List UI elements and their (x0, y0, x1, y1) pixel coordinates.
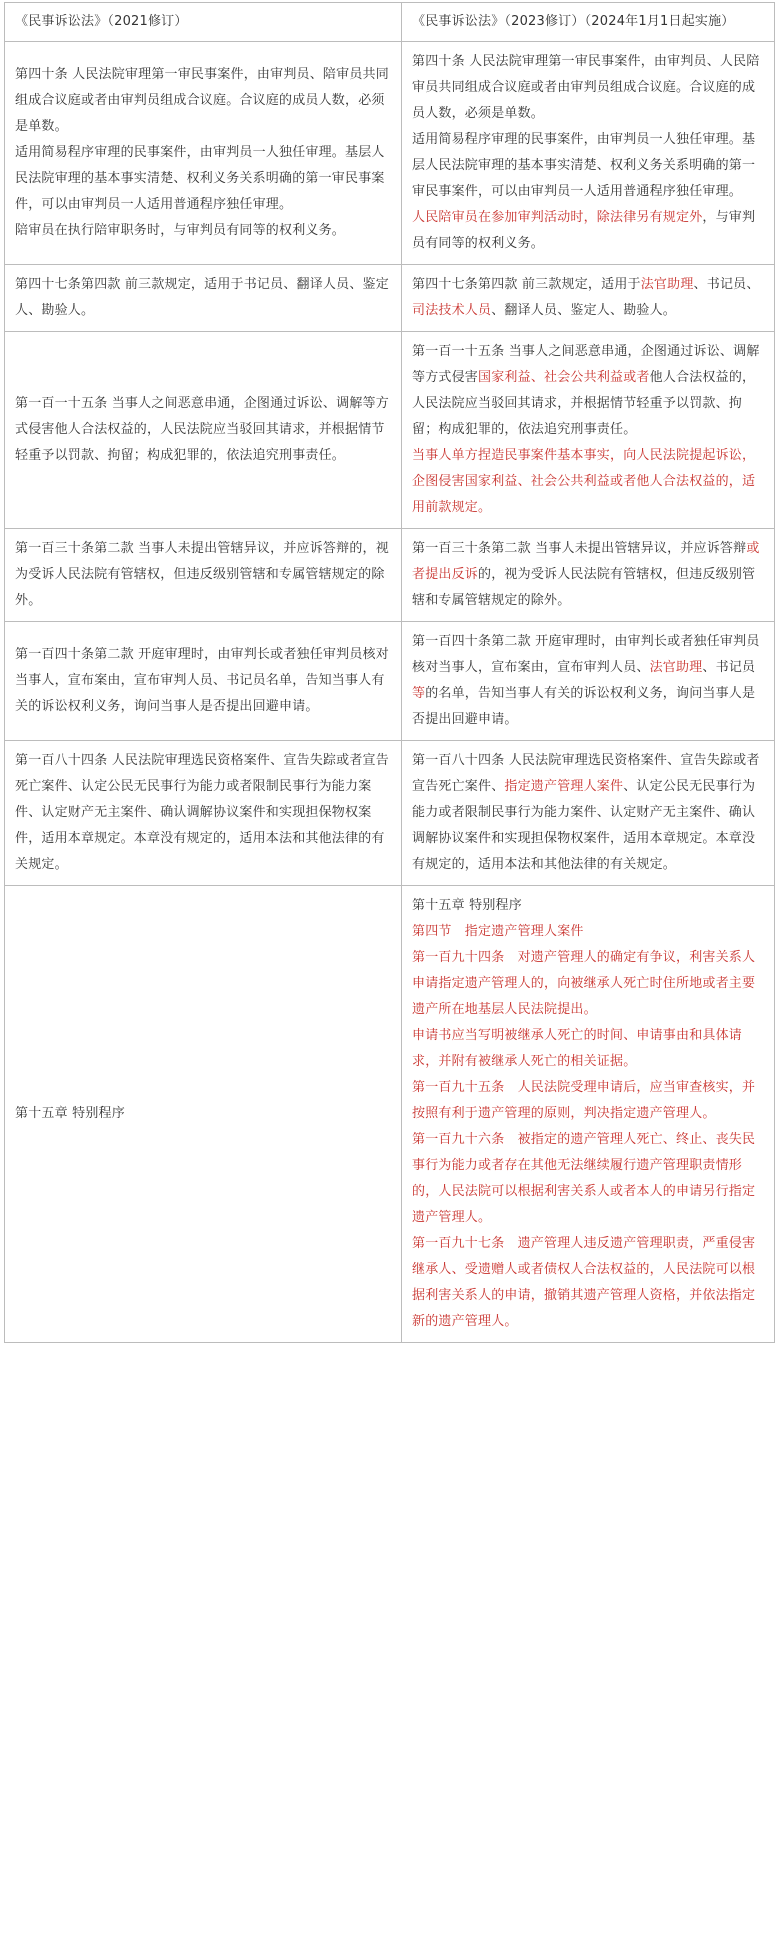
text-segment: 第一百一十五条 当事人之间恶意串通，企图通过诉讼、调解等方式侵害他人合法权益的，人民法院应当驳回其请求，并根据情节轻重予以罚款、拘留；构成犯罪的，依法追究刑事责任。 (15, 396, 389, 463)
text-segment: 第一百四十条第二款 开庭审理时，由审判长或者独任审判员核对当事人，宣布案由，宣布审判人员、书记员名单，告知当事人有关的诉讼权利义务，询问当事人是否提出回避申请。 (15, 647, 389, 714)
row-article-115 (5, 332, 775, 529)
row-article-140 (5, 622, 775, 741)
text-segment: 第一百一十五条 当事人之间恶意串通，企图通过诉讼、调解等方式侵害 (412, 344, 760, 385)
text-segment: 、书记员 (702, 660, 756, 675)
paragraph (15, 140, 391, 218)
amended-text: 法官助理 (640, 277, 694, 292)
right-cell (402, 529, 775, 622)
amended-text: 法官助理 (649, 660, 703, 675)
amended-text: 指定遗产管理人案件 (504, 779, 624, 794)
paragraph (15, 642, 391, 720)
amended-text: 第一百九十五条 人民法院受理申请后，应当审查核实，并按照有利于遗产管理的原则，判决指定遗产管理人。 (412, 1080, 756, 1121)
text-segment: 第四十条 人民法院审理第一审民事案件，由审判员、陪审员共同组成合议庭或者由审判员组成合议庭。合议庭的成员人数，必须是单数。 (15, 67, 389, 134)
paragraph (412, 127, 764, 205)
text-segment: 第四十七条第四款 前三款规定，适用于书记员、翻译人员、鉴定人、勘验人。 (15, 277, 389, 318)
left-cell (5, 265, 402, 332)
row-article-47 (5, 265, 775, 332)
amended-text: 国家利益、社会公共利益或者 (478, 370, 650, 385)
paragraph (412, 1075, 764, 1127)
row-article-40 (5, 42, 775, 265)
right-cell (402, 741, 775, 886)
header-row (5, 3, 775, 42)
text-segment: 第一百三十条第二款 当事人未提出管辖异议，并应诉答辩 (412, 541, 747, 556)
left-cell (5, 42, 402, 265)
header-left-cell: 《民事诉讼法》（2021修订） (5, 3, 402, 42)
table-body (5, 3, 775, 1343)
paragraph (15, 62, 391, 140)
right-cell (402, 42, 775, 265)
paragraph (412, 205, 764, 257)
paragraph (412, 945, 764, 1023)
law-comparison-table (4, 2, 775, 1343)
header-right-cell: 《民事诉讼法》（2023修订）（2024年1月1日起实施） (402, 3, 775, 42)
paragraph (412, 893, 764, 919)
text-segment: 第十五章 特别程序 (15, 1106, 125, 1121)
amended-text: 第一百九十七条 遗产管理人违反遗产管理职责，严重侵害继承人、受遗赠人或者债权人合法权益的，人民法院可以根据利害关系人的申请，撤销其遗产管理人资格，并依法指定新的遗产管理人。 (412, 1236, 756, 1329)
paragraph (412, 1231, 764, 1335)
paragraph (412, 49, 764, 127)
amended-text: 申请书应当写明被继承人死亡的时间、申请事由和具体请求，并附有被继承人死亡的相关证据。 (412, 1028, 743, 1069)
right-cell (402, 886, 775, 1343)
amended-text: 第一百九十四条 对遗产管理人的确定有争议，利害关系人申请指定遗产管理人的，向被继承人死亡时住所地或者主要遗产所在地基层人民法院提出。 (412, 950, 756, 1017)
right-cell (402, 332, 775, 529)
text-segment: ，与审判员有同等的权利义务。 (412, 210, 756, 251)
row-chapter-15 (5, 886, 775, 1343)
text-segment: 陪审员在执行陪审职务时，与审判员有同等的权利义务。 (15, 223, 346, 238)
row-article-184 (5, 741, 775, 886)
text-segment: 第一百八十四条 人民法院审理选民资格案件、宣告失踪或者宣告死亡案件、认定公民无民事行为能力或者限制民事行为能力案件、认定财产无主案件、确认调解协议案件和实现担保物权案件，适用本章规定。本章没有规定的，适用本法和其他法律的有关规定。 (15, 753, 389, 872)
right-cell (402, 265, 775, 332)
paragraph (15, 391, 391, 469)
paragraph (15, 272, 391, 324)
paragraph (412, 536, 764, 614)
paragraph (412, 339, 764, 443)
left-cell (5, 741, 402, 886)
paragraph (412, 748, 764, 878)
left-cell (5, 332, 402, 529)
paragraph (15, 748, 391, 878)
amended-text: 人民陪审员在参加审判活动时，除法律另有规定外 (412, 210, 703, 225)
text-segment: 、翻译人员、鉴定人、勘验人。 (491, 303, 677, 318)
paragraph (412, 1023, 764, 1075)
text-segment: 的名单，告知当事人有关的诉讼权利义务，询问当事人是否提出回避申请。 (412, 686, 756, 727)
text-segment: 、认定公民无民事行为能力或者限制民事行为能力案件、认定财产无主案件、确认调解协议案件和实现担保物权案件，适用本章规定。本章没有规定的，适用本法和其他法律的有关规定。 (412, 779, 756, 872)
paragraph (412, 629, 764, 733)
text-segment: 适用简易程序审理的民事案件，由审判员一人独任审理。基层人民法院审理的基本事实清楚、权利义务关系明确的第一审民事案件，可以由审判员一人适用普通程序独任审理。 (15, 145, 385, 212)
text-segment: 他人合法权益的，人民法院应当驳回其请求，并根据情节轻重予以罚款、拘留；构成犯罪的，依法追究刑事责任。 (412, 370, 756, 437)
text-segment: 第十五章 特别程序 (412, 898, 522, 913)
text-segment: 第一百四十条第二款 开庭审理时，由审判长或者独任审判员核对当事人，宣布案由，宣布审判人员、 (412, 634, 760, 675)
paragraph (15, 1101, 391, 1127)
paragraph (15, 218, 391, 244)
paragraph (412, 272, 764, 324)
paragraph (412, 443, 764, 521)
amended-text: 或者提出反诉 (412, 541, 760, 582)
amended-text: 第一百九十六条 被指定的遗产管理人死亡、终止、丧失民事行为能力或者存在其他无法继续履行遗产管理职责情形的，人民法院可以根据利害关系人或者本人的申请另行指定遗产管理人。 (412, 1132, 756, 1225)
amended-text: 当事人单方捏造民事案件基本事实，向人民法院提起诉讼，企图侵害国家利益、社会公共利益或者他人合法权益的，适用前款规定。 (412, 448, 756, 515)
left-cell (5, 886, 402, 1343)
text-segment: 第一百三十条第二款 当事人未提出管辖异议，并应诉答辩的，视为受诉人民法院有管辖权，但违反级别管辖和专属管辖规定的除外。 (15, 541, 389, 608)
paragraph (15, 536, 391, 614)
amended-text: 司法技术人员 (412, 303, 492, 318)
text-segment: 、书记员、 (693, 277, 760, 292)
amended-text: 等 (412, 686, 426, 701)
text-segment: 第一百八十四条 人民法院审理选民资格案件、宣告失踪或者宣告死亡案件、 (412, 753, 760, 794)
comparison-table-wrapper (4, 2, 760, 1343)
paragraph (412, 919, 764, 945)
text-segment: 第四十七条第四款 前三款规定，适用于 (412, 277, 641, 292)
text-segment: 第四十条 人民法院审理第一审民事案件，由审判员、人民陪审员共同组成合议庭或者由审判员组成合议庭。合议庭的成员人数，必须是单数。 (412, 54, 760, 121)
amended-text: 第四节 指定遗产管理人案件 (412, 924, 584, 939)
row-article-130 (5, 529, 775, 622)
paragraph (412, 1127, 764, 1231)
right-cell (402, 622, 775, 741)
text-segment: 适用简易程序审理的民事案件，由审判员一人独任审理。基层人民法院审理的基本事实清楚、权利义务关系明确的第一审民事案件，可以由审判员一人适用普通程序独任审理。 (412, 132, 756, 199)
left-cell (5, 622, 402, 741)
text-segment: 的，视为受诉人民法院有管辖权，但违反级别管辖和专属管辖规定的除外。 (412, 567, 756, 608)
left-cell (5, 529, 402, 622)
